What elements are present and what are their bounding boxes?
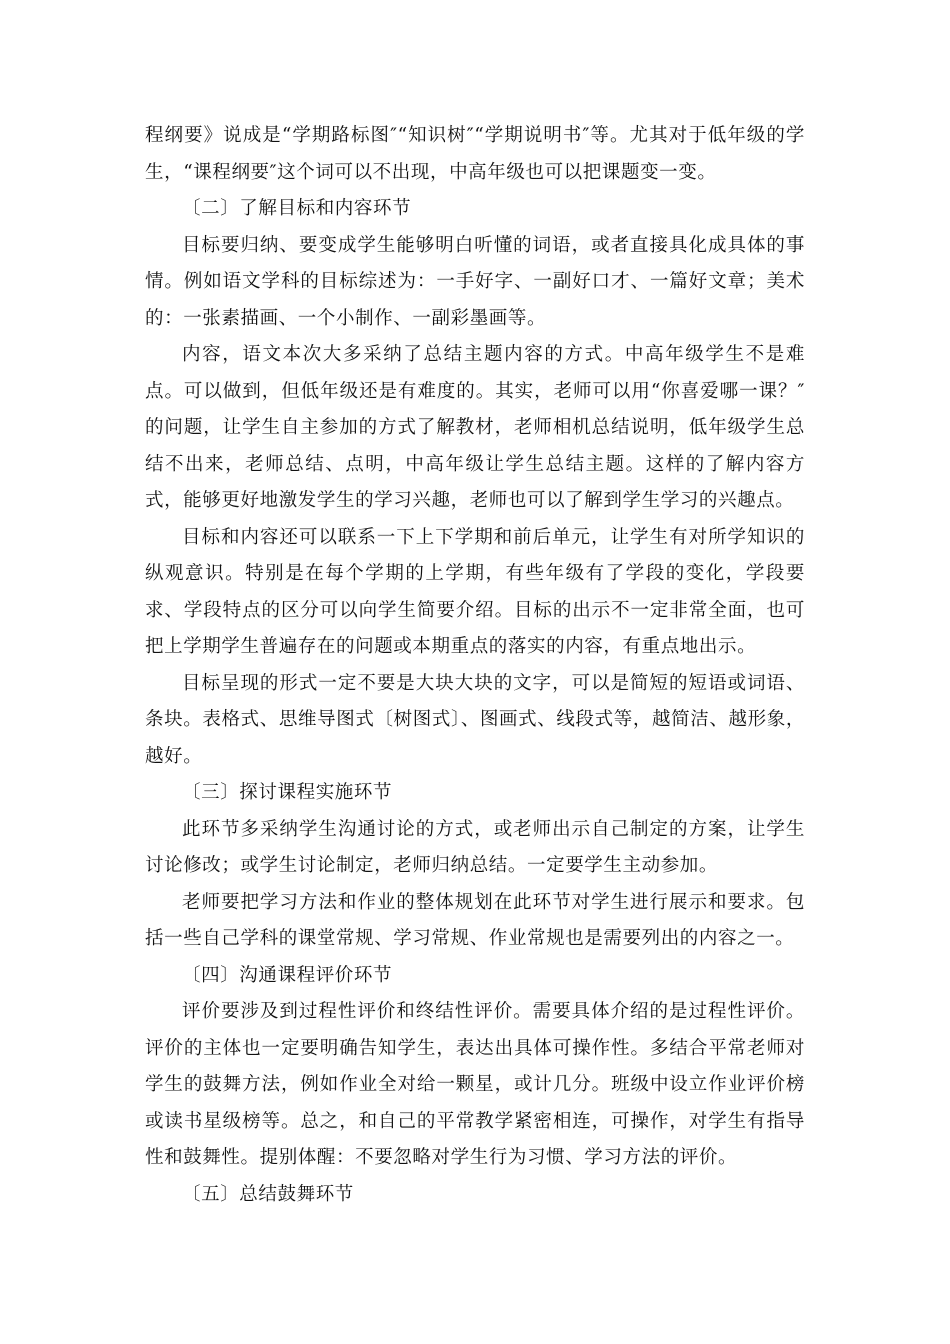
paragraph-term-connection: 目标和内容还可以联系一下上下学期和前后单元，让学生有对所学知识的纵观意识。特别是在每个学期的上学期，有些年级有了学段的变化，学段要求、学段特点的区分可以向学生简要介绍。目标的出示不一定非常全面，也可把上学期学生普遍存在的问题或本期重点的落实的内容，有重点地出示。 — [145, 526, 805, 657]
paragraph-continuation: 程纲要》说成是“学期路标图″“知识树″“学期说明书″等。尤其对于低年级的学生，“课程纲要″这个词可以不出现，中高年级也可以把课题变一变。 — [145, 125, 805, 183]
section-heading-4: 〔四〕沟通课程评价环节 — [182, 964, 393, 986]
section-heading-2: 〔二〕了解目标和内容环节 — [182, 198, 412, 219]
document-body — [145, 118, 805, 1213]
paragraph-evaluation: 评价要涉及到过程性评价和终结性评价。需要具体介绍的是过程性评价。评价的主体也一定要明确告知学生，表达出具体可操作性。多结合平常老师对学生的鼓舞方法，例如作业全对给一颗星，或计几分。班级中设立作业评价榜或读书星级榜等。总之，和自己的平常教学紧密相连，可操作，对学生有指导性和鼓舞性。提别体醒：不要忽略对学生行为习惯、学习方法的评价。 — [145, 1001, 805, 1168]
section-heading-5: 〔五〕总结鼓舞环节 — [182, 1183, 354, 1205]
paragraph-discussion: 此环节多采纳学生沟通讨论的方式，或老师出示自己制定的方案，让学生讨论修改；或学生讨论制定，老师归纳总结。一定要学生主动参加。 — [145, 818, 805, 876]
paragraph-content-method: 内容，语文本次大多采纳了总结主题内容的方式。中高年级学生不是难点。可以做到，但低年级还是有难度的。其实，老师可以用“你喜爱哪一课？″的问题，让学生自主参加的方式了解教材，老师相机总结说明，低年级学生总结不出来，老师总结、点明，中高年级让学生总结主题。这样的了解内容方式，能够更好地激发学生的学习兴趣，老师也可以了解到学生学习的兴趣点。 — [145, 344, 805, 511]
paragraph-goal-presentation: 目标呈现的形式一定不要是大块大块的文字，可以是简短的短语或词语、条块。表格式、思维导图式〔树图式〕、图画式、线段式等，越简洁、越形象，越好。 — [145, 672, 805, 767]
paragraph-goal-summary: 目标要归纳、要变成学生能够明白听懂的词语，或者直接具化成具体的事情。例如语文学科的目标综述为：一手好字、一副好口才、一篇好文章；美术的：一张素描画、一个小制作、一副彩墨画等。 — [145, 234, 805, 329]
paragraph-study-methods: 老师要把学习方法和作业的整体规划在此环节对学生进行展示和要求。包括一些自己学科的课堂常规、学习常规、作业常规也是需要列出的内容之一。 — [145, 891, 805, 949]
section-heading-3: 〔三〕探讨课程实施环节 — [182, 782, 393, 803]
